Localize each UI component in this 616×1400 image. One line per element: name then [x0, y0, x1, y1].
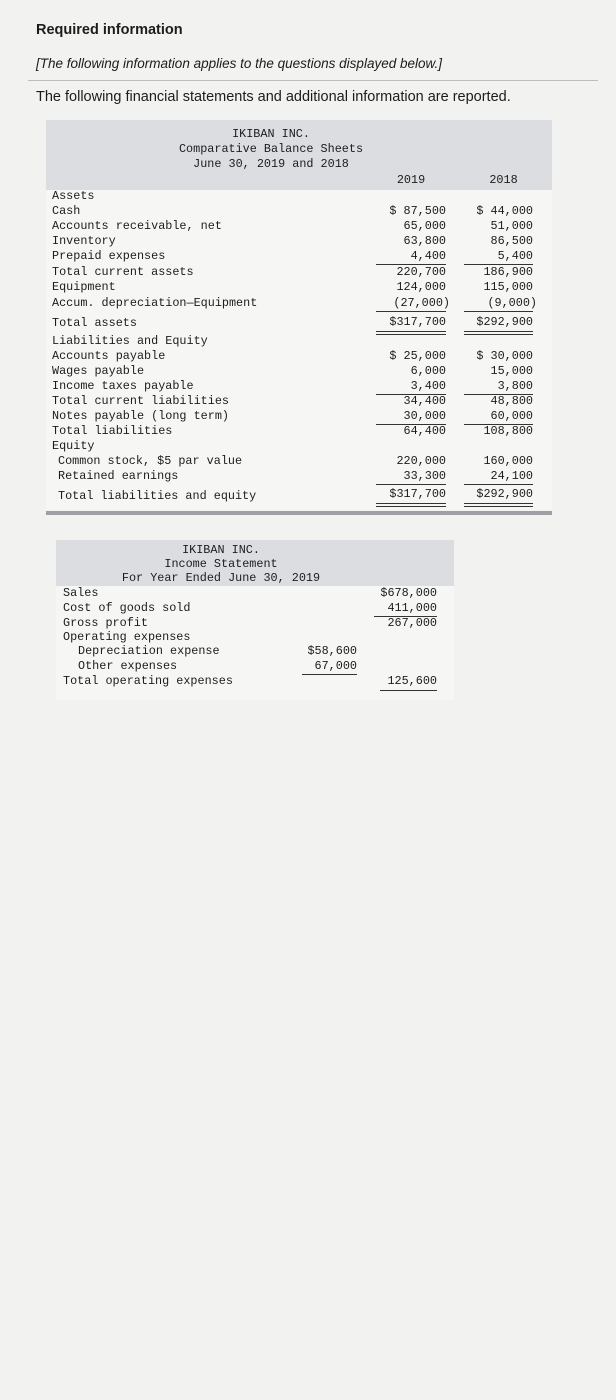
- total-liab-label: Total liabilities: [52, 424, 173, 438]
- balance-sheet: [46, 120, 552, 510]
- rule-other: [302, 674, 357, 675]
- applies-note: [The following information applies to the questions displayed below.]: [36, 56, 442, 71]
- total-assets-label: Total assets: [52, 316, 137, 330]
- rule-accum-2018: [464, 311, 533, 312]
- total-liab-equity-label: Total liabilities and equity: [58, 489, 257, 503]
- intro-text: The following financial statements and additional information are reported.: [36, 89, 511, 105]
- retained-earnings-label: Retained earnings: [58, 469, 179, 483]
- common-stock-2019: 220,000: [396, 454, 446, 468]
- cogs-value: 411,000: [387, 601, 437, 615]
- ap-label: Accounts payable: [52, 349, 166, 363]
- notes-2019: 30,000: [403, 409, 446, 423]
- bs-title: Comparative Balance Sheets: [178, 142, 364, 156]
- cash-label: Cash: [52, 204, 81, 218]
- cash-2018: $ 44,000: [476, 204, 533, 218]
- tcl-label: Total current liabilities: [52, 394, 229, 408]
- total-liab-equity-2018: $292,900: [476, 487, 533, 501]
- wages-2018: 15,000: [490, 364, 533, 378]
- tcl-2018: 48,800: [490, 394, 533, 408]
- income-tax-2018: 3,800: [497, 379, 533, 393]
- common-stock-2018: 160,000: [483, 454, 533, 468]
- gross-profit-value: 267,000: [387, 616, 437, 630]
- equipment-label: Equipment: [52, 280, 116, 294]
- accum-dep-label: Accum. depreciation—Equipment: [52, 296, 258, 310]
- other-expenses-value: 67,000: [314, 659, 357, 673]
- rule-total-opex: [380, 690, 437, 691]
- bs-col-2018: 2018: [489, 173, 518, 187]
- assets-heading: Assets: [52, 189, 95, 203]
- notes-label: Notes payable (long term): [52, 409, 229, 423]
- income-statement: [56, 540, 454, 700]
- rule-accum-2019: [376, 311, 446, 312]
- wages-label: Wages payable: [52, 364, 145, 378]
- opex-heading: Operating expenses: [63, 630, 191, 644]
- total-opex-value: 125,600: [387, 674, 437, 688]
- inventory-label: Inventory: [52, 234, 116, 248]
- accum-dep-2019: (27,000): [393, 296, 450, 310]
- income-tax-label: Income taxes payable: [52, 379, 194, 393]
- income-tax-2019: 3,400: [410, 379, 446, 393]
- is-period: For Year Ended June 30, 2019: [121, 571, 321, 585]
- depreciation-value: $58,600: [307, 644, 357, 658]
- total-opex-label: Total operating expenses: [63, 674, 233, 688]
- rule-re-2019: [376, 484, 446, 485]
- double-rule-le-2019: [376, 503, 446, 507]
- tca-2019: 220,700: [396, 265, 446, 279]
- wages-2019: 6,000: [410, 364, 446, 378]
- prepaid-2019: 4,400: [410, 249, 446, 263]
- rule-re-2018: [464, 484, 533, 485]
- ar-2018: 51,000: [490, 219, 533, 233]
- depreciation-label: Depreciation expense: [78, 644, 220, 658]
- sales-value: $678,000: [380, 586, 437, 600]
- required-information-title: Required information: [36, 22, 183, 38]
- bs-date: June 30, 2019 and 2018: [193, 157, 349, 171]
- ap-2018: $ 30,000: [476, 349, 533, 363]
- tcl-2019: 34,400: [403, 394, 446, 408]
- retained-earnings-2019: 33,300: [403, 469, 446, 483]
- notes-2018: 60,000: [490, 409, 533, 423]
- ar-label: Accounts receivable, net: [52, 219, 222, 233]
- ar-2019: 65,000: [403, 219, 446, 233]
- sales-label: Sales: [63, 586, 99, 600]
- total-liab-2019: 64,400: [403, 424, 446, 438]
- double-rule-le-2018: [464, 503, 533, 507]
- double-rule-assets-2018: [464, 331, 533, 335]
- other-expenses-label: Other expenses: [78, 659, 178, 673]
- cogs-label: Cost of goods sold: [63, 601, 191, 615]
- inventory-2019: 63,800: [403, 234, 446, 248]
- common-stock-label: Common stock, $5 par value: [58, 454, 243, 468]
- retained-earnings-2018: 24,100: [490, 469, 533, 483]
- equity-heading: Equity: [52, 439, 95, 453]
- equipment-2018: 115,000: [483, 280, 533, 294]
- cash-2019: $ 87,500: [389, 204, 446, 218]
- prepaid-2018: 5,400: [497, 249, 533, 263]
- total-assets-2018: $292,900: [476, 315, 533, 329]
- ap-2019: $ 25,000: [389, 349, 446, 363]
- total-liab-equity-2019: $317,700: [389, 487, 446, 501]
- total-liab-2018: 108,800: [483, 424, 533, 438]
- bs-col-2019: 2019: [396, 173, 426, 187]
- double-rule-assets-2019: [376, 331, 446, 335]
- is-company: IKIBAN INC.: [182, 543, 260, 557]
- bs-company: IKIBAN INC.: [232, 127, 310, 141]
- header-divider: [28, 80, 598, 81]
- equipment-2019: 124,000: [396, 280, 446, 294]
- is-title: Income Statement: [164, 557, 278, 571]
- accum-dep-2018: (9,000): [487, 296, 537, 310]
- tca-label: Total current assets: [52, 265, 194, 279]
- total-assets-2019: $317,700: [389, 315, 446, 329]
- inventory-2018: 86,500: [490, 234, 533, 248]
- balance-sheet-bottom-bar: [46, 511, 552, 515]
- liabilities-heading: Liabilities and Equity: [52, 334, 208, 348]
- gross-profit-label: Gross profit: [63, 616, 148, 630]
- prepaid-label: Prepaid expenses: [52, 249, 166, 263]
- tca-2018: 186,900: [483, 265, 533, 279]
